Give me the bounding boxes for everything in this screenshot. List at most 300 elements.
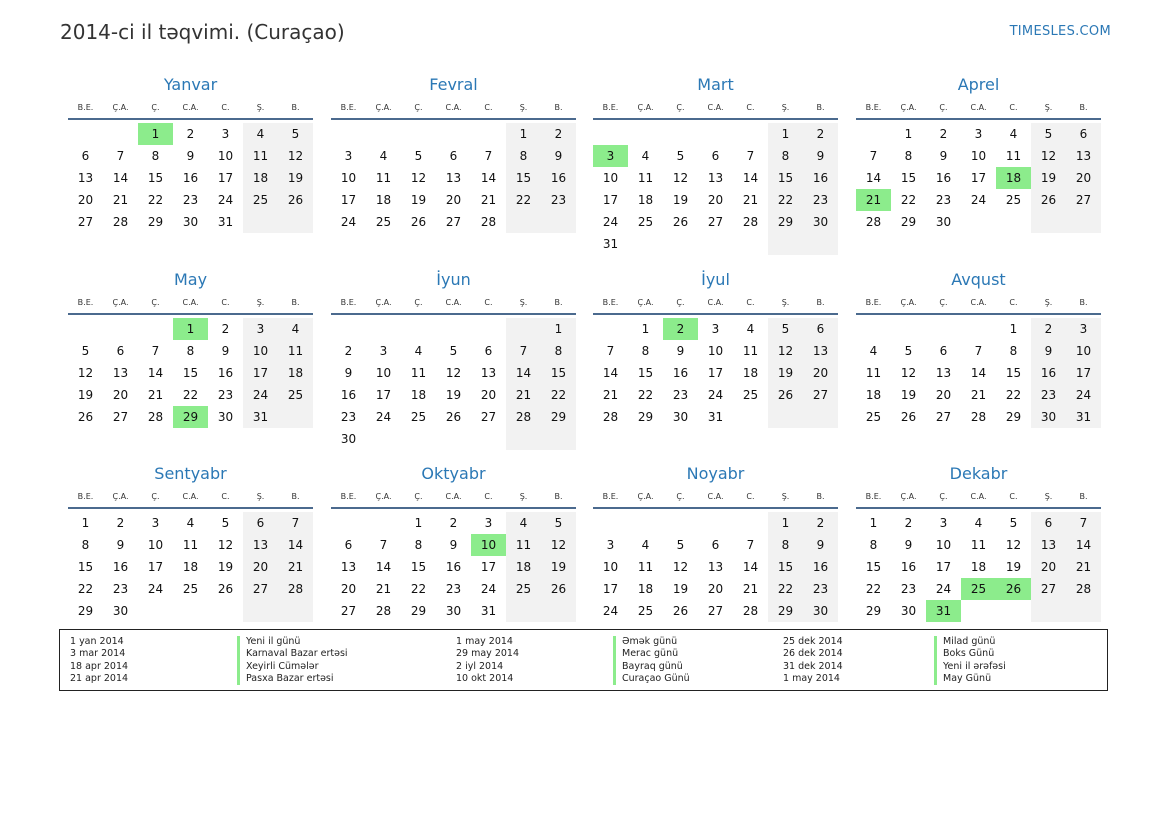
weekday-label: C.: [484, 491, 493, 501]
day-cell: 19: [1005, 560, 1022, 574]
day-cell: 9: [803, 145, 838, 167]
weekday-label: B.E.: [340, 102, 357, 112]
day-grid: [593, 512, 838, 622]
empty-cell: [331, 512, 366, 534]
day-cell: 18: [375, 193, 392, 207]
day-cell: 22: [147, 193, 164, 207]
day-cell: 25: [410, 410, 427, 424]
weekday-label: Ç.A.: [375, 102, 392, 112]
weekday-label: Ç.A.: [112, 491, 129, 501]
day-cell: 22: [768, 189, 803, 211]
day-cell: 25: [742, 388, 759, 402]
day-cell: 29: [768, 211, 803, 233]
day-cell: 5: [1009, 516, 1018, 530]
day-cell: 13: [1066, 145, 1101, 167]
holiday-name: Bayraq günü: [613, 661, 690, 673]
weekday-label: C.: [746, 491, 755, 501]
weekday-label: Ç.A.: [112, 297, 129, 307]
day-cell: 26: [445, 410, 462, 424]
holiday-date: 29 may 2014: [456, 648, 520, 660]
day-cell: 26: [541, 578, 576, 600]
day-cell: 27: [1031, 578, 1066, 600]
day-cell: 12: [278, 145, 313, 167]
empty-cell: [1066, 211, 1101, 233]
empty-cell: [733, 512, 768, 534]
empty-cell: [593, 123, 628, 145]
day-cell: 5: [676, 149, 685, 163]
day-cell: 13: [243, 534, 278, 556]
day-cell: 24: [935, 582, 952, 596]
day-cell: 27: [243, 578, 278, 600]
day-grid: [68, 123, 313, 233]
day-cell: 7: [379, 538, 388, 552]
day-cell: 31: [243, 406, 278, 428]
day-cell: 4: [1009, 127, 1018, 141]
day-cell: 23: [541, 189, 576, 211]
day-cell: 12: [410, 171, 427, 185]
day-cell: 28: [602, 410, 619, 424]
holiday-name: Boks Günü: [934, 648, 1006, 660]
day-cell: 11: [243, 145, 278, 167]
weekday-label: B.E.: [77, 297, 94, 307]
day-cell: 17: [602, 193, 619, 207]
day-cell: 9: [939, 149, 948, 163]
day-cell: 5: [449, 344, 458, 358]
day-cell: 19: [278, 167, 313, 189]
holiday-name: Pasxa Bazar ertəsi: [237, 673, 348, 685]
empty-cell: [733, 406, 768, 428]
empty-cell: [278, 211, 313, 233]
day-cell: 14: [506, 362, 541, 384]
day-cell: 1: [904, 127, 913, 141]
day-cell: 10: [147, 538, 164, 552]
empty-cell: [436, 123, 471, 145]
day-cell: 22: [637, 388, 654, 402]
day-cell: 5: [414, 149, 423, 163]
day-cell: 18: [637, 582, 654, 596]
day-cell: 15: [77, 560, 94, 574]
day-cell: 21: [147, 388, 164, 402]
day-cell: 24: [217, 193, 234, 207]
day-cell: 31: [480, 604, 497, 618]
weekday-header: [68, 96, 313, 120]
day-cell: 30: [340, 432, 357, 446]
empty-cell: [68, 123, 103, 145]
day-cell: 12: [217, 538, 234, 552]
day-cell: 11: [637, 560, 654, 574]
day-cell: 10: [602, 560, 619, 574]
day-cell: 4: [974, 516, 983, 530]
day-cell: 28: [742, 215, 759, 229]
day-cell: 10: [375, 366, 392, 380]
day-cell: 11: [182, 538, 199, 552]
holiday-name: May Günü: [934, 673, 1006, 685]
holiday-day-cell: 1: [173, 318, 208, 340]
day-cell: 28: [375, 604, 392, 618]
day-cell: 23: [672, 388, 689, 402]
weekday-label: C.: [221, 491, 230, 501]
month-5: [68, 269, 313, 428]
month-4: [856, 74, 1101, 233]
empty-cell: [541, 428, 576, 450]
day-cell: 8: [541, 340, 576, 362]
day-cell: 10: [217, 149, 234, 163]
day-cell: 15: [900, 171, 917, 185]
day-grid: [68, 512, 313, 622]
day-cell: 30: [445, 604, 462, 618]
weekday-label: Ş.: [781, 491, 790, 501]
day-cell: 11: [375, 171, 392, 185]
month-name: Mart: [697, 75, 734, 94]
weekday-label: Ş.: [1044, 491, 1053, 501]
empty-cell: [768, 406, 803, 428]
month-name: İyul: [701, 270, 730, 289]
day-cell: 14: [375, 560, 392, 574]
weekday-header: [856, 291, 1101, 315]
day-cell: 16: [900, 560, 917, 574]
day-cell: 26: [768, 384, 803, 406]
empty-cell: [471, 123, 506, 145]
weekday-label: B.: [291, 491, 300, 501]
weekday-label: B.E.: [602, 102, 619, 112]
weekday-header: [331, 96, 576, 120]
empty-cell: [593, 318, 628, 340]
empty-cell: [366, 318, 401, 340]
holiday-day-cell: 25: [961, 578, 996, 600]
day-cell: 15: [182, 366, 199, 380]
weekday-label: B.: [291, 102, 300, 112]
day-cell: 6: [116, 344, 125, 358]
weekday-label: C.A.: [445, 102, 462, 112]
holiday-dates-col-1: [70, 636, 128, 685]
day-cell: 19: [672, 193, 689, 207]
day-cell: 7: [278, 512, 313, 534]
holiday-day-cell: 18: [996, 167, 1031, 189]
weekday-label: Ç.: [151, 297, 160, 307]
weekday-label: B.E.: [340, 491, 357, 501]
day-cell: 1: [641, 322, 650, 336]
holiday-date: 1 may 2014: [456, 636, 513, 647]
empty-cell: [803, 233, 838, 255]
day-cell: 4: [414, 344, 423, 358]
empty-cell: [628, 233, 663, 255]
day-cell: 14: [480, 171, 497, 185]
day-cell: 19: [900, 388, 917, 402]
day-cell: 18: [742, 366, 759, 380]
weekday-label: C.A.: [445, 297, 462, 307]
day-cell: 20: [1031, 556, 1066, 578]
day-cell: 8: [186, 344, 195, 358]
day-cell: 15: [147, 171, 164, 185]
day-cell: 3: [711, 322, 720, 336]
day-cell: 3: [151, 516, 160, 530]
day-cell: 30: [803, 600, 838, 622]
day-grid: [856, 123, 1101, 233]
day-cell: 27: [707, 604, 724, 618]
day-cell: 30: [935, 215, 952, 229]
day-cell: 13: [112, 366, 129, 380]
day-cell: 28: [1066, 578, 1101, 600]
weekday-label: C.: [1009, 297, 1018, 307]
day-cell: 1: [1009, 322, 1018, 336]
day-cell: 26: [1031, 189, 1066, 211]
day-cell: 6: [711, 149, 720, 163]
weekday-label: C.: [221, 102, 230, 112]
holiday-legend: [59, 629, 1108, 691]
holiday-date: 26 dek 2014: [783, 648, 843, 660]
day-cell: 10: [340, 171, 357, 185]
day-cell: 16: [182, 171, 199, 185]
weekday-label: Ç.: [939, 491, 948, 501]
day-cell: 13: [445, 171, 462, 185]
empty-cell: [593, 512, 628, 534]
day-cell: 18: [865, 388, 882, 402]
day-cell: 3: [606, 538, 615, 552]
weekday-header: [331, 485, 576, 509]
empty-cell: [663, 123, 698, 145]
day-cell: 20: [707, 193, 724, 207]
empty-cell: [628, 123, 663, 145]
day-cell: 24: [1066, 384, 1101, 406]
weekday-label: Ç.A.: [375, 491, 392, 501]
weekday-label: C.: [484, 297, 493, 307]
day-cell: 29: [900, 215, 917, 229]
day-cell: 9: [541, 145, 576, 167]
day-cell: 25: [1005, 193, 1022, 207]
day-cell: 21: [375, 582, 392, 596]
day-cell: 19: [77, 388, 94, 402]
day-cell: 28: [480, 215, 497, 229]
day-cell: 12: [541, 534, 576, 556]
day-cell: 2: [541, 123, 576, 145]
day-cell: 30: [217, 410, 234, 424]
holiday-date: 25 dek 2014: [783, 636, 843, 647]
day-cell: 11: [410, 366, 427, 380]
day-cell: 3: [939, 516, 948, 530]
month-8: [856, 269, 1101, 428]
empty-cell: [1066, 600, 1101, 622]
day-cell: 9: [116, 538, 125, 552]
day-cell: 20: [445, 193, 462, 207]
holiday-names-col-2: [613, 636, 690, 685]
day-cell: 8: [1009, 344, 1018, 358]
empty-cell: [278, 600, 313, 622]
day-cell: 14: [112, 171, 129, 185]
weekday-label: B.: [1079, 491, 1088, 501]
empty-cell: [698, 123, 733, 145]
day-cell: 26: [672, 215, 689, 229]
day-grid: [331, 512, 576, 622]
empty-cell: [628, 512, 663, 534]
day-cell: 18: [278, 362, 313, 384]
day-cell: 23: [445, 582, 462, 596]
month-name: Dekabr: [949, 464, 1008, 483]
day-cell: 5: [676, 538, 685, 552]
holiday-day-cell: 21: [856, 189, 891, 211]
day-cell: 12: [445, 366, 462, 380]
site-link[interactable]: TIMESLES.COM: [1009, 24, 1111, 39]
day-cell: 20: [480, 388, 497, 402]
day-cell: 17: [707, 366, 724, 380]
day-cell: 2: [1031, 318, 1066, 340]
holiday-dates-col-2: [456, 636, 519, 685]
day-cell: 7: [151, 344, 160, 358]
weekday-label: Ş.: [1044, 297, 1053, 307]
empty-cell: [768, 233, 803, 255]
weekday-header: [593, 485, 838, 509]
month-name: İyun: [436, 270, 471, 289]
day-cell: 19: [541, 556, 576, 578]
empty-cell: [366, 123, 401, 145]
day-cell: 18: [182, 560, 199, 574]
empty-cell: [506, 318, 541, 340]
weekday-label: Ç.A.: [637, 102, 654, 112]
day-cell: 9: [904, 538, 913, 552]
month-name: Oktyabr: [421, 464, 486, 483]
day-cell: 19: [1031, 167, 1066, 189]
day-cell: 22: [1005, 388, 1022, 402]
day-cell: 23: [217, 388, 234, 402]
day-cell: 23: [182, 193, 199, 207]
day-cell: 8: [768, 534, 803, 556]
month-name: Aprel: [957, 75, 1000, 94]
day-cell: 7: [1066, 512, 1101, 534]
day-cell: 12: [1031, 145, 1066, 167]
weekday-label: B.: [554, 297, 563, 307]
empty-cell: [1031, 600, 1066, 622]
empty-cell: [996, 211, 1031, 233]
day-cell: 31: [602, 237, 619, 251]
weekday-label: C.A.: [707, 491, 724, 501]
weekday-label: Ş.: [519, 102, 528, 112]
day-cell: 14: [865, 171, 882, 185]
empty-cell: [506, 428, 541, 450]
holiday-day-cell: 29: [173, 406, 208, 428]
weekday-label: Ç.: [676, 297, 685, 307]
day-cell: 28: [970, 410, 987, 424]
day-cell: 15: [506, 167, 541, 189]
weekday-label: Ç.: [676, 102, 685, 112]
day-cell: 21: [602, 388, 619, 402]
empty-cell: [698, 512, 733, 534]
day-cell: 14: [742, 171, 759, 185]
empty-cell: [541, 600, 576, 622]
day-cell: 22: [865, 582, 882, 596]
day-cell: 4: [186, 516, 195, 530]
weekday-header: [68, 291, 313, 315]
day-cell: 30: [672, 410, 689, 424]
weekday-label: C.A.: [707, 297, 724, 307]
day-cell: 28: [278, 578, 313, 600]
day-cell: 6: [1031, 512, 1066, 534]
day-cell: 20: [243, 556, 278, 578]
month-10: [331, 463, 576, 622]
day-cell: 7: [484, 149, 493, 163]
day-cell: 21: [480, 193, 497, 207]
day-cell: 15: [410, 560, 427, 574]
day-cell: 12: [672, 560, 689, 574]
holiday-names-col-3: [934, 636, 1006, 685]
day-cell: 17: [375, 388, 392, 402]
day-cell: 24: [480, 582, 497, 596]
empty-cell: [471, 318, 506, 340]
day-cell: 29: [410, 604, 427, 618]
day-cell: 20: [77, 193, 94, 207]
day-cell: 25: [182, 582, 199, 596]
day-cell: 1: [506, 123, 541, 145]
weekday-label: C.: [746, 102, 755, 112]
day-cell: 31: [1066, 406, 1101, 428]
day-cell: 5: [278, 123, 313, 145]
day-cell: 8: [904, 149, 913, 163]
day-cell: 30: [1031, 406, 1066, 428]
month-2: [331, 74, 576, 233]
day-cell: 2: [186, 127, 195, 141]
day-cell: 19: [217, 560, 234, 574]
day-cell: 27: [480, 410, 497, 424]
day-cell: 27: [340, 604, 357, 618]
day-cell: 19: [445, 388, 462, 402]
weekday-label: B.: [816, 491, 825, 501]
day-cell: 21: [506, 384, 541, 406]
holiday-date: 1 may 2014: [783, 672, 840, 684]
day-cell: 24: [147, 582, 164, 596]
empty-cell: [541, 211, 576, 233]
day-cell: 26: [900, 410, 917, 424]
day-cell: 12: [1005, 538, 1022, 552]
day-cell: 30: [803, 211, 838, 233]
day-cell: 3: [974, 127, 983, 141]
day-cell: 2: [116, 516, 125, 530]
day-cell: 25: [865, 410, 882, 424]
holiday-name: Yeni il günü: [237, 636, 348, 648]
day-cell: 18: [506, 556, 541, 578]
empty-cell: [243, 600, 278, 622]
empty-cell: [366, 428, 401, 450]
weekday-label: Ş.: [256, 297, 265, 307]
day-cell: 8: [641, 344, 650, 358]
day-cell: 16: [112, 560, 129, 574]
day-cell: 24: [970, 193, 987, 207]
weekday-label: C.A.: [445, 491, 462, 501]
day-cell: 14: [602, 366, 619, 380]
day-cell: 18: [410, 388, 427, 402]
day-cell: 21: [970, 388, 987, 402]
day-cell: 1: [414, 516, 423, 530]
day-cell: 11: [637, 171, 654, 185]
weekday-label: C.A.: [970, 102, 987, 112]
day-cell: 5: [221, 516, 230, 530]
weekday-label: C.A.: [707, 102, 724, 112]
holiday-date: 2 iyl 2014: [456, 660, 504, 672]
day-cell: 6: [711, 538, 720, 552]
day-cell: 23: [1031, 384, 1066, 406]
day-cell: 8: [81, 538, 90, 552]
day-cell: 9: [186, 149, 195, 163]
month-9: [68, 463, 313, 622]
day-cell: 29: [637, 410, 654, 424]
day-cell: 24: [602, 604, 619, 618]
day-cell: 1: [869, 516, 878, 530]
weekday-label: B.E.: [602, 491, 619, 501]
day-cell: 7: [746, 149, 755, 163]
day-cell: 4: [641, 538, 650, 552]
day-cell: 22: [900, 193, 917, 207]
day-cell: 1: [81, 516, 90, 530]
day-cell: 6: [939, 344, 948, 358]
day-cell: 27: [112, 410, 129, 424]
empty-cell: [138, 318, 173, 340]
